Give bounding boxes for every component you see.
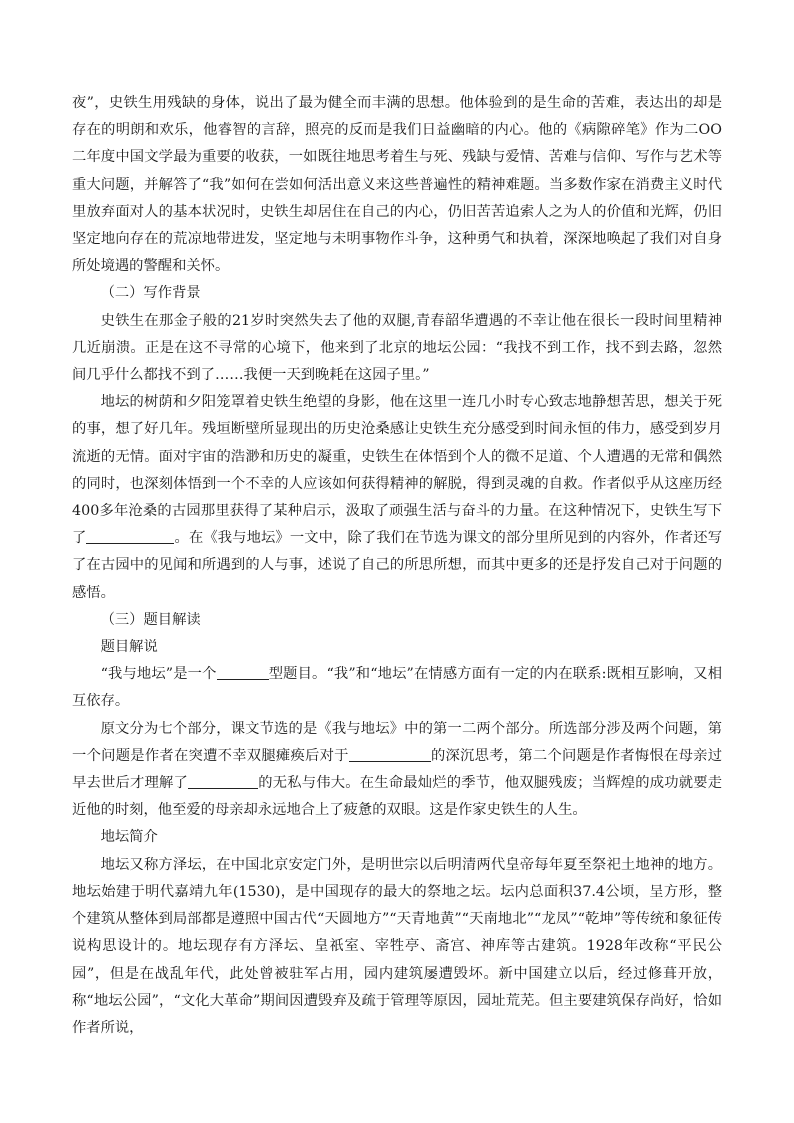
subheading-title-explanation: 题目解说 bbox=[100, 639, 158, 656]
section-heading-title-interpretation: （三）题目解读 bbox=[100, 611, 201, 628]
paragraph-text: 的深沉思考，第二个问题是作者悔恨在母亲过早去世后才理解了 bbox=[72, 747, 722, 792]
paragraph-text: 。在《我与地坛》一文中，除了我们在节选为课文的部分里所见到的内容外，作者还写了在古园中的见闻和所遇到的人与事，述说了自己的所思所想，而其中更多的还是抒发自己对于问题的感悟。 bbox=[72, 530, 723, 601]
fill-in-blank[interactable] bbox=[349, 747, 431, 762]
paragraph-text: 地坛的树荫和夕阳笼罩着史铁生绝望的身影，他在这里一连几小时专心致志地静想苦思，想关于死的事，想了好几年。残垣断壁所显现出的历史沧桑感让史铁生充分感受到时间永恒的伟力，感受到岁月流逝的无情。面对宇宙的浩渺和历史的凝重，史铁生在体悟到个人的微不足道、个人遭遇的无常和偶然的同时，也深刻体悟到一个不幸的人应该如何获得精神的解脱，得到灵魂的自救。作者似乎从这座历经400多年沧桑的古园那里获得了某种启示，汲取了顽强生活与奋斗的力量。在这种情况下，史铁生写下了 bbox=[72, 394, 722, 547]
paragraph-text: 型题目。“我”和“地坛”在情感方面有一定的内在联系:既相互影响，又相互依存。 bbox=[72, 666, 722, 710]
paragraph-text: 原文分为七个部分，课文节选的是《我与地坛》中的第一二两个部分。所选部分涉及两个问题，第一个问题是作者在突遭不幸双腿瘫痪后对于 bbox=[72, 720, 722, 764]
paragraph-background-1: 史铁生在那金子般的21岁时突然失去了他的双腿,青春韶华遭遇的不幸让他在很长一段时间里精神几近崩溃。正是在这不寻常的心境下，他来到了北京的地坛公园：“我找不到工作，找不到去路，忽然间几乎什么都找不到了……我便一天到晚耗在这园子里。” bbox=[72, 312, 722, 384]
paragraph-original-structure bbox=[72, 716, 722, 825]
fill-in-blank[interactable] bbox=[188, 774, 258, 789]
section-heading-writing-background: （二）写作背景 bbox=[100, 285, 201, 302]
paragraph-text: 的无私与伟大。在生命最灿烂的季节，他双腿残废；当辉煌的成功就要走近他的时刻，他至爱的母亲却永远地合上了疲惫的双眼。这是作家史铁生的人生。 bbox=[72, 775, 722, 819]
paragraph-ditan-intro: 地坛又称方泽坛，在中国北京安定门外，是明世宗以后明清两代皇帝每年夏至祭祀土地神的地方。地坛始建于明代嘉靖九年(1530)，是中国现存的最大的祭地之坛。坛内总面积37.4公顷，呈方形，整个建筑从整体到局部都是遵照中国古代“天圆地方”“天青地黄”“天南地北”“龙凤”“乾坤”等传统和象征传说构思设计的。地坛现存有方泽坛、皇祇室、宰牲亭、斋宫、神库等古建筑。1928年改称“平民公园”，但是在战乱年代，此处曾被驻军占用，园内建筑屡遭毁坏。新中国建立以后，经过修葺开放，称“地坛公园”，“文化大革命”期间因遭毁弃及疏于管理等原因，园址荒芜。但主要建筑保存尚好，恰如作者所说， bbox=[72, 856, 722, 1036]
subheading-ditan-intro: 地坛简介 bbox=[100, 829, 158, 846]
paragraph-background-2 bbox=[72, 389, 722, 607]
fill-in-blank[interactable] bbox=[217, 665, 269, 680]
paragraph-shi-tiesheng-summary: 夜”，史铁生用残缺的身体，说出了最为健全而丰满的思想。他体验到的是生命的苦难，表达出的却是存在的明朗和欢乐，他睿智的言辞，照亮的反而是我们日益幽暗的内心。他的《病隙碎笔》作为二OO二年度中国文学最为重要的收获，一如既往地思考着生与死、残缺与爱情、苦难与信仰、写作与艺术等重大问题，并解答了“我”如何在尝如何活出意义来这些普遍性的精神难题。当多数作家在消费主义时代里放弃面对人的基本状况时，史铁生却居住在自己的内心，仍旧苦苦追索人之为人的价值和光辉，仍旧坚定地向存在的荒凉地带进发，坚定地与未明事物作斗争，这种勇气和执着，深深地唤起了我们对自身所处境遇的警醒和关怀。 bbox=[72, 95, 722, 275]
paragraph-text: “我与地坛”是一个 bbox=[100, 666, 217, 683]
paragraph-title-type bbox=[72, 661, 722, 715]
fill-in-blank[interactable] bbox=[86, 529, 174, 544]
